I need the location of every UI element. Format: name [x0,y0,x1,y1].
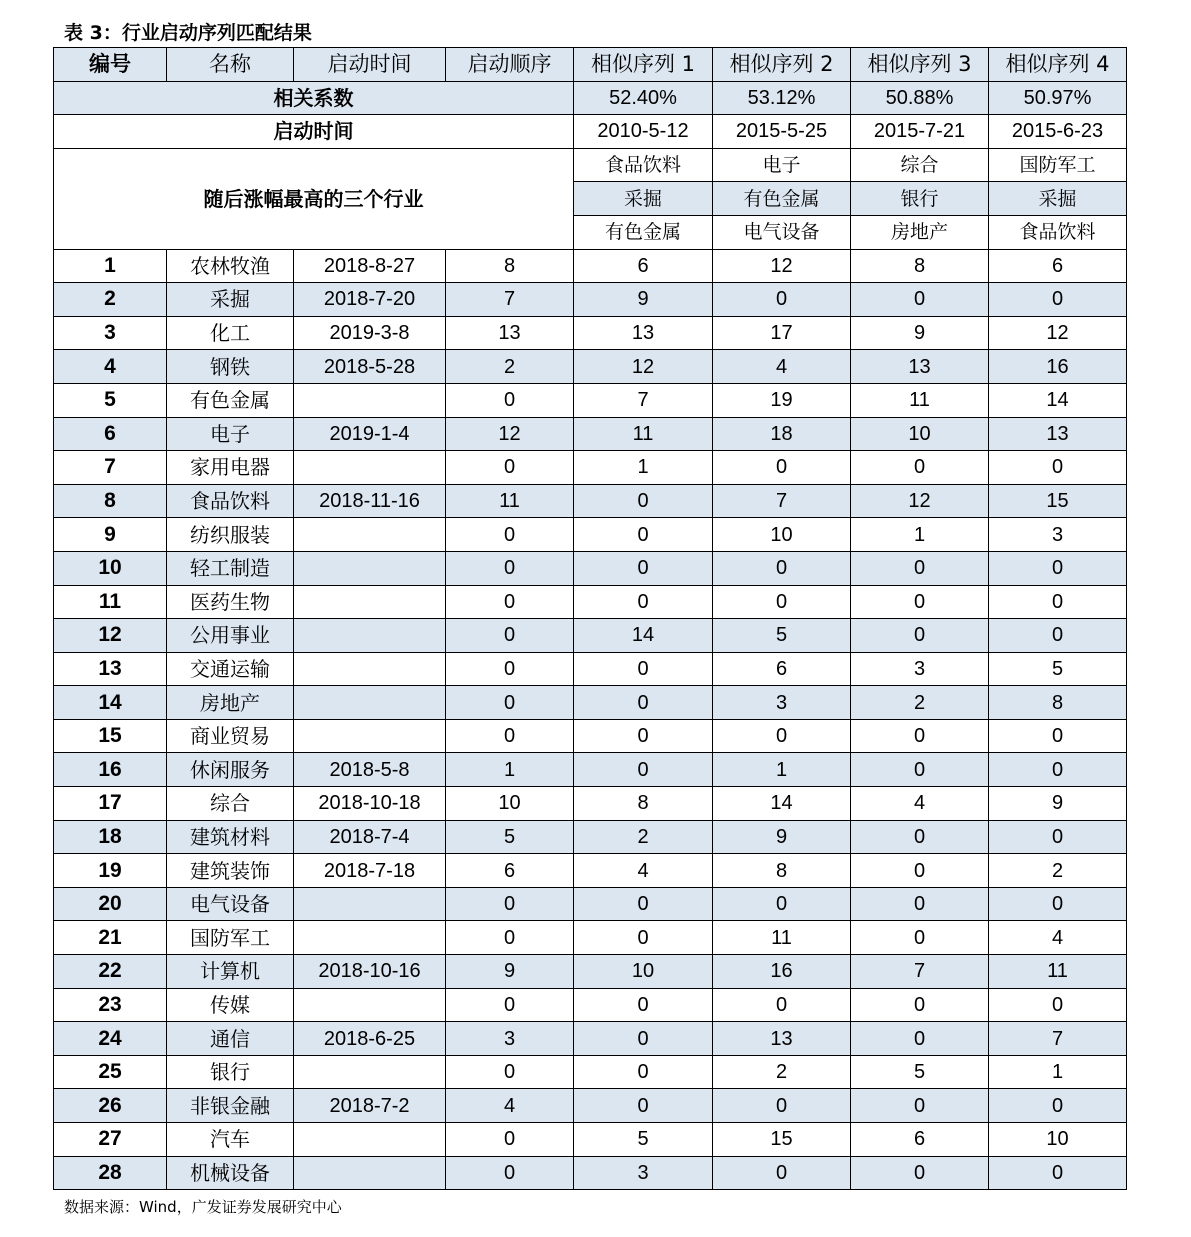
start-order: 0 [446,988,574,1022]
industry-name: 建筑材料 [167,820,294,854]
seq3-value: 2 [851,686,989,720]
table-row [54,787,1127,821]
row-number: 10 [54,551,167,585]
industry-name: 电气设备 [167,887,294,921]
table-row [54,921,1127,955]
start-date: 2019-1-4 [294,417,446,451]
industry-name: 汽车 [167,1123,294,1157]
seq1-value: 0 [574,652,713,686]
start-date: 2018-6-25 [294,1022,446,1056]
start-date [294,1156,446,1190]
row-number: 19 [54,854,167,888]
row-number: 28 [54,1156,167,1190]
start-order: 1 [446,753,574,787]
seq3-value: 1 [851,518,989,552]
industry-name: 国防军工 [167,921,294,955]
start-order: 0 [446,551,574,585]
start-time-row [54,115,1127,149]
seq2-value: 8 [713,854,851,888]
seq2-value: 1 [713,753,851,787]
seq2-value: 19 [713,383,851,417]
top3-industry: 有色金属 [574,215,713,249]
header-cell: 相似序列 4 [989,48,1127,82]
correlation-label: 相关系数 [54,81,574,115]
seq3-value: 0 [851,887,989,921]
seq1-value: 12 [574,350,713,384]
seq1-value: 0 [574,988,713,1022]
seq3-value: 8 [851,249,989,283]
seq2-value: 2 [713,1055,851,1089]
seq4-value: 0 [989,719,1127,753]
source-note: 数据来源：Wind，广发证券发展研究中心 [64,1198,342,1216]
seq3-value: 0 [851,451,989,485]
table-row [54,451,1127,485]
table-row [54,820,1127,854]
table-row [54,1022,1127,1056]
row-number: 4 [54,350,167,384]
table-row [54,283,1127,317]
seq2-value: 11 [713,921,851,955]
industry-name: 家用电器 [167,451,294,485]
start-date [294,652,446,686]
seq3-value: 13 [851,350,989,384]
seq4-value: 16 [989,350,1127,384]
seq2-value: 0 [713,719,851,753]
header-cell: 相似序列 3 [851,48,989,82]
industry-sequence-table [53,47,1127,1190]
industry-name: 轻工制造 [167,551,294,585]
start-order: 0 [446,1156,574,1190]
correlation-value: 50.88% [851,81,989,115]
table-row [54,887,1127,921]
start-date [294,988,446,1022]
seq2-value: 0 [713,1089,851,1123]
seq1-value: 0 [574,518,713,552]
seq4-value: 0 [989,619,1127,653]
top3-industry: 电气设备 [713,215,851,249]
seq3-value: 6 [851,1123,989,1157]
row-number: 24 [54,1022,167,1056]
correlation-row [54,81,1127,115]
start-time-value: 2015-6-23 [989,115,1127,149]
start-date: 2018-8-27 [294,249,446,283]
correlation-value: 53.12% [713,81,851,115]
industry-name: 计算机 [167,955,294,989]
start-date: 2018-7-2 [294,1089,446,1123]
table-row [54,619,1127,653]
row-number: 18 [54,820,167,854]
header-cell: 启动顺序 [446,48,574,82]
table-row [54,753,1127,787]
seq1-value: 0 [574,921,713,955]
top3-industry: 采掘 [989,182,1127,216]
row-number: 22 [54,955,167,989]
seq3-value: 0 [851,551,989,585]
start-date [294,1123,446,1157]
seq4-value: 11 [989,955,1127,989]
seq3-value: 0 [851,619,989,653]
correlation-value: 52.40% [574,81,713,115]
industry-name: 商业贸易 [167,719,294,753]
header-cell: 相似序列 1 [574,48,713,82]
seq4-value: 8 [989,686,1127,720]
start-order: 0 [446,719,574,753]
table-row [54,1156,1127,1190]
seq4-value: 7 [989,1022,1127,1056]
seq4-value: 2 [989,854,1127,888]
start-order: 5 [446,820,574,854]
seq2-value: 6 [713,652,851,686]
top3-industry: 采掘 [574,182,713,216]
industry-name: 农林牧渔 [167,249,294,283]
start-order: 3 [446,1022,574,1056]
row-number: 7 [54,451,167,485]
start-order: 0 [446,887,574,921]
row-number: 2 [54,283,167,317]
industry-name: 食品饮料 [167,484,294,518]
start-date [294,585,446,619]
table-row [54,585,1127,619]
table-row [54,1089,1127,1123]
start-date [294,719,446,753]
seq3-value: 0 [851,1156,989,1190]
industry-name: 休闲服务 [167,753,294,787]
header-row [54,48,1127,82]
header-cell: 启动时间 [294,48,446,82]
start-date [294,1055,446,1089]
seq2-value: 16 [713,955,851,989]
start-date: 2018-7-20 [294,283,446,317]
industry-name: 机械设备 [167,1156,294,1190]
seq3-value: 3 [851,652,989,686]
seq3-value: 9 [851,316,989,350]
start-date: 2018-5-8 [294,753,446,787]
industry-name: 非银金融 [167,1089,294,1123]
row-number: 13 [54,652,167,686]
seq4-value: 6 [989,249,1127,283]
table-row [54,719,1127,753]
industry-name: 采掘 [167,283,294,317]
start-order: 12 [446,417,574,451]
start-date [294,518,446,552]
top3-row-1 [54,148,1127,182]
table-row [54,1055,1127,1089]
row-number: 26 [54,1089,167,1123]
row-number: 16 [54,753,167,787]
start-order: 0 [446,619,574,653]
table-row [54,417,1127,451]
row-number: 23 [54,988,167,1022]
seq2-value: 0 [713,283,851,317]
header-cell: 名称 [167,48,294,82]
seq2-value: 0 [713,451,851,485]
seq2-value: 0 [713,585,851,619]
row-number: 15 [54,719,167,753]
industry-name: 通信 [167,1022,294,1056]
seq1-value: 0 [574,1089,713,1123]
seq1-value: 0 [574,1022,713,1056]
start-date: 2018-5-28 [294,350,446,384]
industry-name: 银行 [167,1055,294,1089]
seq1-value: 7 [574,383,713,417]
start-order: 0 [446,1055,574,1089]
industry-name: 传媒 [167,988,294,1022]
seq2-value: 18 [713,417,851,451]
seq2-value: 0 [713,988,851,1022]
row-number: 6 [54,417,167,451]
table-row [54,652,1127,686]
seq2-value: 0 [713,551,851,585]
table-row [54,955,1127,989]
start-order: 13 [446,316,574,350]
start-order: 0 [446,652,574,686]
seq2-value: 5 [713,619,851,653]
seq4-value: 0 [989,887,1127,921]
top3-industry: 银行 [851,182,989,216]
correlation-value: 50.97% [989,81,1127,115]
start-time-value: 2015-7-21 [851,115,989,149]
seq4-value: 10 [989,1123,1127,1157]
row-number: 5 [54,383,167,417]
industry-name: 电子 [167,417,294,451]
table-row [54,988,1127,1022]
seq1-value: 0 [574,887,713,921]
seq4-value: 0 [989,1156,1127,1190]
seq1-value: 0 [574,753,713,787]
seq3-value: 0 [851,1022,989,1056]
start-order: 0 [446,383,574,417]
seq1-value: 10 [574,955,713,989]
seq1-value: 3 [574,1156,713,1190]
start-date [294,921,446,955]
seq3-value: 10 [851,417,989,451]
table-row [54,383,1127,417]
start-date: 2018-11-16 [294,484,446,518]
seq1-value: 14 [574,619,713,653]
start-order: 6 [446,854,574,888]
top3-industry: 综合 [851,148,989,182]
seq2-value: 10 [713,518,851,552]
seq2-value: 4 [713,350,851,384]
seq3-value: 0 [851,988,989,1022]
seq3-value: 0 [851,283,989,317]
seq3-value: 0 [851,854,989,888]
seq4-value: 3 [989,518,1127,552]
table-row [54,686,1127,720]
start-date: 2018-10-18 [294,787,446,821]
industry-name: 综合 [167,787,294,821]
table-row [54,854,1127,888]
seq2-value: 12 [713,249,851,283]
start-date [294,451,446,485]
table-row [54,518,1127,552]
start-time-value: 2010-5-12 [574,115,713,149]
seq1-value: 8 [574,787,713,821]
start-order: 0 [446,1123,574,1157]
table-row [54,1123,1127,1157]
start-order: 7 [446,283,574,317]
seq4-value: 13 [989,417,1127,451]
seq2-value: 0 [713,1156,851,1190]
seq1-value: 6 [574,249,713,283]
seq3-value: 0 [851,1089,989,1123]
industry-name: 交通运输 [167,652,294,686]
seq4-value: 0 [989,451,1127,485]
start-order: 0 [446,921,574,955]
seq1-value: 0 [574,551,713,585]
start-time-value: 2015-5-25 [713,115,851,149]
row-number: 25 [54,1055,167,1089]
seq4-value: 0 [989,551,1127,585]
seq2-value: 3 [713,686,851,720]
start-date [294,383,446,417]
seq4-value: 5 [989,652,1127,686]
seq1-value: 5 [574,1123,713,1157]
seq3-value: 5 [851,1055,989,1089]
seq2-value: 9 [713,820,851,854]
start-order: 9 [446,955,574,989]
seq2-value: 7 [713,484,851,518]
seq4-value: 9 [989,787,1127,821]
row-number: 8 [54,484,167,518]
seq1-value: 0 [574,484,713,518]
seq3-value: 7 [851,955,989,989]
start-order: 2 [446,350,574,384]
table-row [54,350,1127,384]
industry-name: 建筑装饰 [167,854,294,888]
start-date: 2018-7-18 [294,854,446,888]
seq1-value: 0 [574,686,713,720]
seq4-value: 4 [989,921,1127,955]
industry-name: 有色金属 [167,383,294,417]
seq4-value: 0 [989,820,1127,854]
start-date [294,619,446,653]
start-order: 11 [446,484,574,518]
table-caption: 表 3：行业启动序列匹配结果 [64,22,312,44]
seq4-value: 1 [989,1055,1127,1089]
row-number: 9 [54,518,167,552]
industry-name: 化工 [167,316,294,350]
seq4-value: 0 [989,585,1127,619]
top3-industry: 国防军工 [989,148,1127,182]
top3-industry: 食品饮料 [574,148,713,182]
seq4-value: 15 [989,484,1127,518]
row-number: 20 [54,887,167,921]
seq1-value: 2 [574,820,713,854]
top3-industry: 电子 [713,148,851,182]
seq1-value: 13 [574,316,713,350]
start-order: 4 [446,1089,574,1123]
seq3-value: 0 [851,921,989,955]
header-cell: 编号 [54,48,167,82]
table-row [54,484,1127,518]
seq4-value: 14 [989,383,1127,417]
seq3-value: 0 [851,585,989,619]
seq3-value: 4 [851,787,989,821]
row-number: 21 [54,921,167,955]
start-date [294,686,446,720]
seq3-value: 0 [851,753,989,787]
seq1-value: 0 [574,1055,713,1089]
start-order: 0 [446,451,574,485]
row-number: 27 [54,1123,167,1157]
seq4-value: 12 [989,316,1127,350]
row-number: 12 [54,619,167,653]
seq4-value: 0 [989,283,1127,317]
seq2-value: 15 [713,1123,851,1157]
row-number: 14 [54,686,167,720]
row-number: 17 [54,787,167,821]
seq1-value: 4 [574,854,713,888]
top3-industry: 房地产 [851,215,989,249]
seq1-value: 9 [574,283,713,317]
seq2-value: 17 [713,316,851,350]
start-order: 10 [446,787,574,821]
seq4-value: 0 [989,753,1127,787]
start-order: 0 [446,686,574,720]
seq3-value: 11 [851,383,989,417]
table-row [54,316,1127,350]
top3-industry: 有色金属 [713,182,851,216]
table-row [54,551,1127,585]
start-date: 2018-10-16 [294,955,446,989]
seq3-value: 0 [851,820,989,854]
start-date [294,551,446,585]
start-date [294,887,446,921]
seq4-value: 0 [989,988,1127,1022]
industry-name: 医药生物 [167,585,294,619]
start-time-label: 启动时间 [54,115,574,149]
seq1-value: 1 [574,451,713,485]
row-number: 3 [54,316,167,350]
industry-name: 纺织服装 [167,518,294,552]
industry-name: 房地产 [167,686,294,720]
seq1-value: 11 [574,417,713,451]
seq4-value: 0 [989,1089,1127,1123]
start-order: 8 [446,249,574,283]
start-order: 0 [446,585,574,619]
table-row [54,249,1127,283]
row-number: 11 [54,585,167,619]
seq3-value: 12 [851,484,989,518]
seq2-value: 14 [713,787,851,821]
header-cell: 相似序列 2 [713,48,851,82]
row-number: 1 [54,249,167,283]
seq1-value: 0 [574,719,713,753]
start-date: 2018-7-4 [294,820,446,854]
start-order: 0 [446,518,574,552]
seq2-value: 13 [713,1022,851,1056]
start-date: 2019-3-8 [294,316,446,350]
industry-name: 钢铁 [167,350,294,384]
top3-industry: 食品饮料 [989,215,1127,249]
industry-name: 公用事业 [167,619,294,653]
seq1-value: 0 [574,585,713,619]
seq2-value: 0 [713,887,851,921]
top3-label: 随后涨幅最高的三个行业 [54,148,574,249]
seq3-value: 0 [851,719,989,753]
